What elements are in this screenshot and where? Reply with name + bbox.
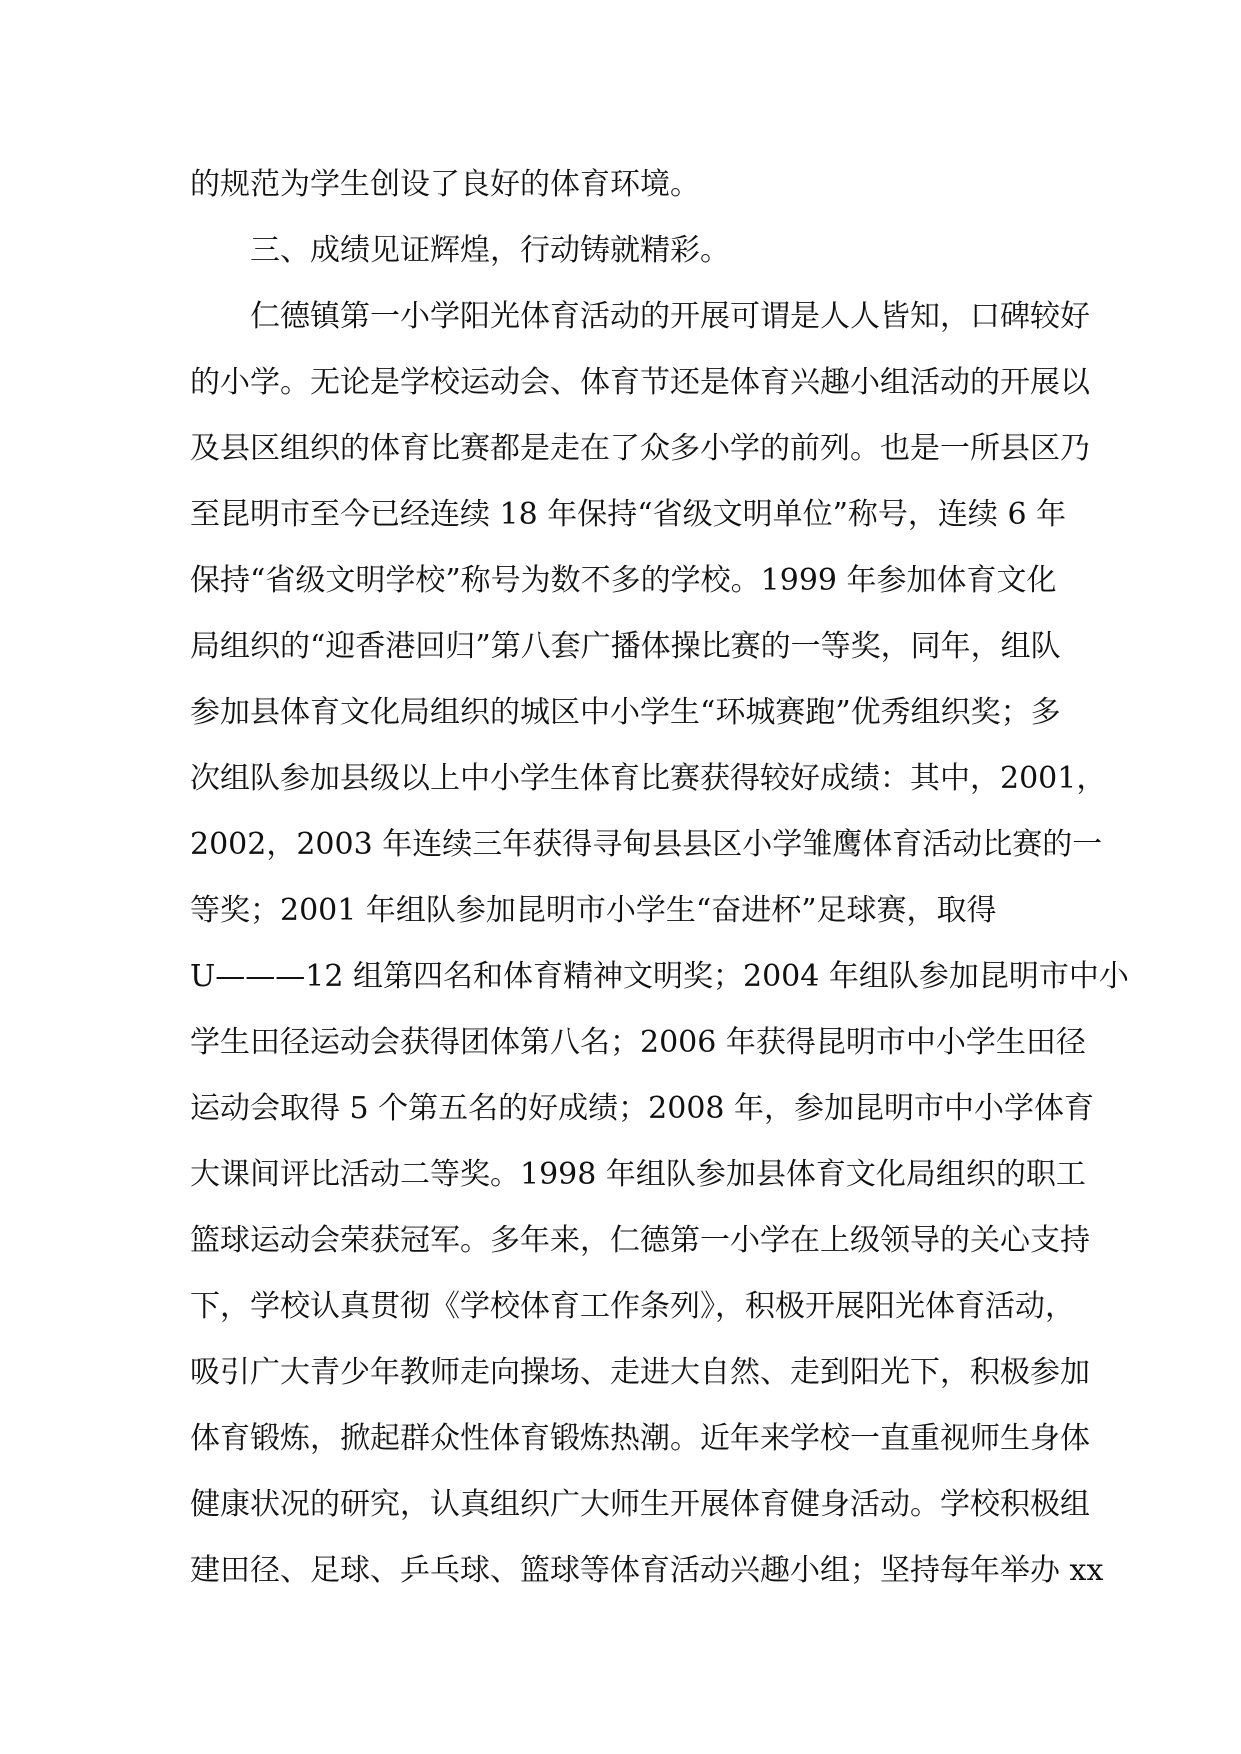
text-line: 建田径、足球、乒乓球、篮球等体育活动兴趣小组；坚持每年举办 xx	[190, 1553, 1104, 1588]
text-line: 局组织的“迎香港回归”第八套广播体操比赛的一等奖，同年，组队	[190, 629, 1061, 664]
text-line: 及县区组织的体育比赛都是走在了众多小学的前列。也是一所县区乃	[190, 431, 1090, 466]
body-text	[190, 152, 1129, 1604]
text-line: U———12 组第四名和体育精神文明奖；2004 年组队参加昆明市中小	[190, 959, 1129, 994]
text-line: 健康状况的研究，认真组织广大师生开展体育健身活动。学校积极组	[190, 1487, 1090, 1522]
text-line: 保持“省级文明学校”称号为数不多的学校。1999 年参加体育文化	[190, 563, 1057, 598]
text-line: 至昆明市至今已经连续 18 年保持“省级文明单位”称号，连续 6 年	[190, 497, 1067, 532]
paragraph-first-line: 仁德镇第一小学阳光体育活动的开展可谓是人人皆知，口碑较好	[250, 299, 1090, 334]
text-line: 次组队参加县级以上中小学生体育比赛获得较好成绩：其中，2001，	[190, 761, 1107, 796]
text-line: 吸引广大青少年教师走向操场、走进大自然、走到阳光下，积极参加	[190, 1355, 1090, 1390]
section-heading: 三、成绩见证辉煌，行动铸就精彩。	[250, 233, 730, 268]
text-line: 体育锻炼，掀起群众性体育锻炼热潮。近年来学校一直重视师生身体	[190, 1421, 1090, 1456]
text-line: 的小学。无论是学校运动会、体育节还是体育兴趣小组活动的开展以	[190, 365, 1090, 400]
text-line: 等奖；2001 年组队参加昆明市小学生“奋进杯”足球赛，取得	[190, 893, 997, 928]
text-line: 运动会取得 5 个第五名的好成绩；2008 年，参加昆明市中小学体育	[190, 1091, 1095, 1126]
text-line: 参加县体育文化局组织的城区中小学生“环城赛跑”优秀组织奖；多	[190, 695, 1061, 730]
text-line: 2002，2003 年连续三年获得寻甸县县区小学雏鹰体育活动比赛的一	[190, 827, 1103, 862]
text-line: 学生田径运动会获得团体第八名；2006 年获得昆明市中小学生田径	[190, 1025, 1086, 1060]
text-line: 篮球运动会荣获冠军。多年来，仁德第一小学在上级领导的关心支持	[190, 1223, 1090, 1258]
text-line: 下，学校认真贯彻《学校体育工作条列》，积极开展阳光体育活动，	[190, 1289, 1075, 1324]
text-line: 大课间评比活动二等奖。1998 年组队参加县体育文化局组织的职工	[190, 1157, 1086, 1192]
text-line: 的规范为学生创设了良好的体育环境。	[190, 167, 700, 202]
